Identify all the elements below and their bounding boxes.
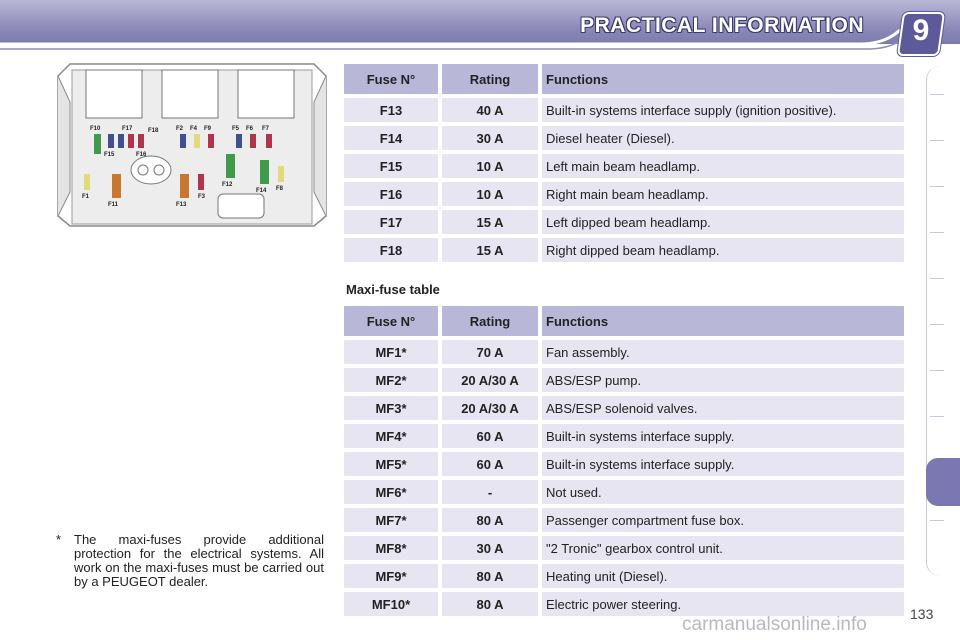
fuse-box-left-edge bbox=[58, 76, 70, 216]
table-row bbox=[344, 564, 904, 588]
table-row bbox=[344, 536, 904, 560]
fuse-number: F17 bbox=[344, 210, 442, 234]
fuse-number: F15 bbox=[344, 154, 442, 178]
label-f12: F12 bbox=[222, 182, 233, 188]
fuse-function: ABS/ESP pump. bbox=[542, 368, 904, 392]
watermark: carmanualsonline.info bbox=[682, 614, 867, 635]
tab-divider bbox=[930, 416, 944, 417]
mounting-hole bbox=[154, 165, 164, 175]
fuse-number: F14 bbox=[344, 126, 442, 150]
fuse-function: "2 Tronic" gearbox control unit. bbox=[542, 536, 904, 560]
fuse-f18 bbox=[138, 134, 144, 148]
fuse-box-diagram bbox=[56, 62, 328, 228]
fuse-number: F13 bbox=[344, 98, 442, 122]
fuse-function: Built-in systems interface supply (ignition positive). bbox=[542, 98, 904, 122]
footnote-text: The maxi-fuses provide additional protection for the electrical systems. All work on the maxi-fuses must be carried out by a PEUGEOT dealer. bbox=[74, 532, 324, 589]
label-f6: F6 bbox=[246, 126, 254, 132]
page-number: 133 bbox=[910, 606, 934, 622]
fuse-table bbox=[344, 60, 904, 266]
fuse-f5 bbox=[236, 134, 242, 148]
table-row bbox=[344, 210, 904, 234]
fuse-f13 bbox=[180, 174, 189, 198]
table-row bbox=[344, 126, 904, 150]
fuse-function: ABS/ESP solenoid valves. bbox=[542, 396, 904, 420]
label-f16: F16 bbox=[136, 152, 147, 158]
label-f2: F2 bbox=[176, 126, 184, 132]
fuse-number: MF9* bbox=[344, 564, 442, 588]
side-tab-active[interactable] bbox=[926, 458, 960, 506]
fuse-rating: 40 A bbox=[442, 98, 542, 122]
fuse-function: Passenger compartment fuse box. bbox=[542, 508, 904, 532]
fuse-number: MF2* bbox=[344, 368, 442, 392]
table-header-row bbox=[344, 306, 904, 336]
fuse-rating: 80 A bbox=[442, 508, 542, 532]
label-f3: F3 bbox=[198, 194, 206, 200]
fuse-function: Built-in systems interface supply. bbox=[542, 452, 904, 476]
label-f10: F10 bbox=[90, 126, 101, 132]
label-f9: F9 bbox=[204, 126, 212, 132]
fuse-rating: 15 A bbox=[442, 210, 542, 234]
fuse-f7 bbox=[266, 134, 272, 148]
table-row bbox=[344, 154, 904, 178]
fuse-function: Left main beam headlamp. bbox=[542, 154, 904, 178]
label-f14: F14 bbox=[256, 188, 267, 194]
mounting-boss bbox=[131, 156, 171, 184]
label-f5: F5 bbox=[232, 126, 240, 132]
label-f15: F15 bbox=[104, 152, 115, 158]
fuse-f12 bbox=[226, 154, 235, 178]
fuse-number: MF4* bbox=[344, 424, 442, 448]
table-row bbox=[344, 508, 904, 532]
header-rating: Rating bbox=[442, 64, 542, 94]
fuse-number: MF5* bbox=[344, 452, 442, 476]
tab-divider bbox=[930, 94, 944, 95]
header-fuse-number: Fuse N° bbox=[344, 306, 442, 336]
table-row bbox=[344, 98, 904, 122]
label-f18: F18 bbox=[148, 128, 159, 134]
fuse-number: F16 bbox=[344, 182, 442, 206]
fuse-rating: 60 A bbox=[442, 452, 542, 476]
fuse-rating: 80 A bbox=[442, 564, 542, 588]
table-header-row bbox=[344, 64, 904, 94]
fuse-number: MF6* bbox=[344, 480, 442, 504]
fuse-rating: - bbox=[442, 480, 542, 504]
table-row bbox=[344, 368, 904, 392]
header-rating: Rating bbox=[442, 306, 542, 336]
fuse-number: F18 bbox=[344, 238, 442, 262]
fuse-rating: 20 A/30 A bbox=[442, 368, 542, 392]
table-row bbox=[344, 452, 904, 476]
mounting-hole bbox=[138, 165, 148, 175]
fuse-function: Right main beam headlamp. bbox=[542, 182, 904, 206]
fuse-f1 bbox=[84, 174, 90, 190]
fuse-function: Built-in systems interface supply. bbox=[542, 424, 904, 448]
tab-divider bbox=[930, 232, 944, 233]
fuse-rating: 10 A bbox=[442, 154, 542, 178]
footnote-marker: * bbox=[56, 532, 62, 547]
tab-divider bbox=[930, 140, 944, 141]
table-row bbox=[344, 424, 904, 448]
label-f13: F13 bbox=[176, 202, 187, 208]
fuse-f16 bbox=[128, 134, 134, 148]
fuse-function: Not used. bbox=[542, 480, 904, 504]
header-functions: Functions bbox=[542, 64, 904, 94]
fuse-function: Right dipped beam headlamp. bbox=[542, 238, 904, 262]
fuse-rating: 15 A bbox=[442, 238, 542, 262]
fuse-f9 bbox=[208, 134, 214, 148]
fuse-f14 bbox=[260, 160, 269, 184]
table-row bbox=[344, 480, 904, 504]
maxi-fuse-table-title: Maxi-fuse table bbox=[346, 282, 440, 297]
label-f1: F1 bbox=[82, 194, 90, 200]
chapter-number: 9 bbox=[912, 14, 930, 47]
fuse-number: MF10* bbox=[344, 592, 442, 616]
table-row bbox=[344, 592, 904, 616]
fuse-f17 bbox=[118, 134, 124, 148]
relay-slot bbox=[162, 70, 218, 118]
fuse-rating: 30 A bbox=[442, 536, 542, 560]
fuse-f4 bbox=[194, 134, 200, 148]
table-row bbox=[344, 340, 904, 364]
label-f17: F17 bbox=[122, 126, 133, 132]
fuse-f2 bbox=[180, 134, 186, 148]
fuse-f8 bbox=[278, 166, 284, 182]
fuse-function: Electric power steering. bbox=[542, 592, 904, 616]
fuse-function: Diesel heater (Diesel). bbox=[542, 126, 904, 150]
header-fuse-number: Fuse N° bbox=[344, 64, 442, 94]
label-f4: F4 bbox=[190, 126, 198, 132]
fuse-rating: 80 A bbox=[442, 592, 542, 616]
fuse-rating: 70 A bbox=[442, 340, 542, 364]
fuse-rating: 20 A/30 A bbox=[442, 396, 542, 420]
page-title: PRACTICAL INFORMATION bbox=[580, 14, 864, 37]
fuse-function: Heating unit (Diesel). bbox=[542, 564, 904, 588]
table-row bbox=[344, 238, 904, 262]
footnote bbox=[56, 533, 324, 589]
fuse-rating: 10 A bbox=[442, 182, 542, 206]
fuse-number: MF7* bbox=[344, 508, 442, 532]
fuse-f11 bbox=[112, 174, 121, 198]
fuse-f6 bbox=[250, 134, 256, 148]
label-f7: F7 bbox=[262, 126, 270, 132]
fuse-f10 bbox=[94, 134, 101, 154]
fuse-number: MF8* bbox=[344, 536, 442, 560]
fuse-f3 bbox=[198, 174, 204, 190]
tab-divider bbox=[930, 186, 944, 187]
tab-divider bbox=[930, 370, 944, 371]
table-row bbox=[344, 182, 904, 206]
fuse-function: Fan assembly. bbox=[542, 340, 904, 364]
fuse-number: MF3* bbox=[344, 396, 442, 420]
maxi-fuse-table bbox=[344, 302, 904, 620]
relay-slot bbox=[238, 70, 294, 118]
fuse-number: MF1* bbox=[344, 340, 442, 364]
tab-divider bbox=[930, 278, 944, 279]
label-f11: F11 bbox=[108, 202, 119, 208]
label-f8: F8 bbox=[276, 186, 284, 192]
header-functions: Functions bbox=[542, 306, 904, 336]
fuse-box-right-edge bbox=[314, 76, 326, 216]
spare-slot bbox=[218, 194, 264, 218]
fuse-rating: 60 A bbox=[442, 424, 542, 448]
fuse-f15 bbox=[108, 134, 114, 148]
tab-divider bbox=[930, 520, 944, 521]
tab-divider bbox=[930, 324, 944, 325]
table-row bbox=[344, 396, 904, 420]
fuse-rating: 30 A bbox=[442, 126, 542, 150]
fuse-function: Left dipped beam headlamp. bbox=[542, 210, 904, 234]
relay-slot bbox=[86, 70, 142, 118]
